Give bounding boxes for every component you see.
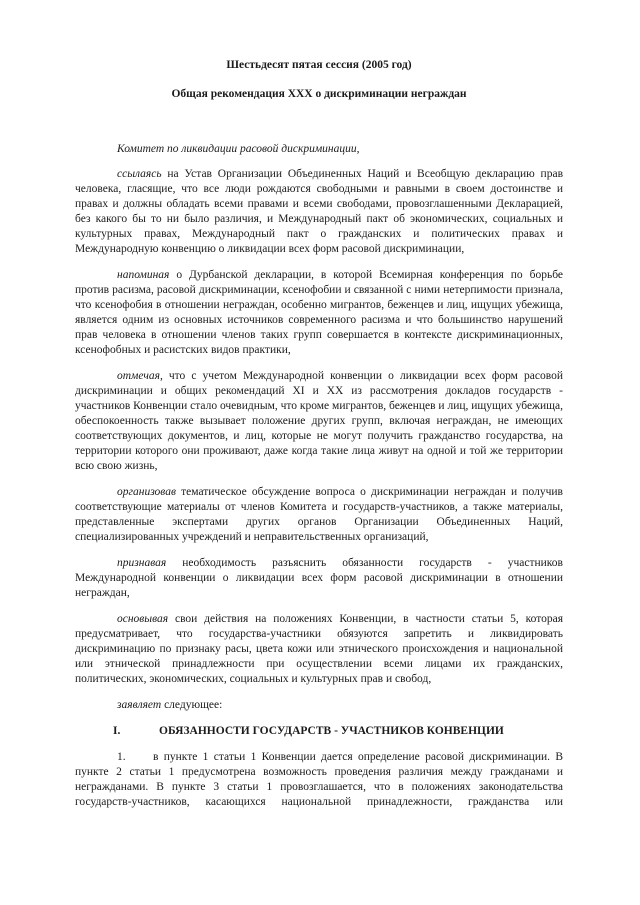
paragraph-lead-word: организовав <box>117 486 176 498</box>
section-heading-text: ОБЯЗАННОСТИ ГОСУДАРСТВ - УЧАСТНИКОВ КОНВЕНЦИИ <box>159 725 504 737</box>
session-title: Шестьдесят пятая сессия (2005 год) <box>226 59 412 71</box>
preamble-paragraph-reminding <box>75 268 563 358</box>
committee-line: Комитет по ликвидации расовой дискриминации, <box>117 143 360 155</box>
paragraph-lead-word: отмечая <box>117 370 160 382</box>
paragraph-text: в пункте 1 статьи 1 Конвенции дается определение расовой дискриминации. В пункте 2 статьи 1 предусмотрена возможность проведения различия между гражданами и негражданами. В пункте 3 статьи 1 провозглашается, что в положениях законодательства государств-участников, касающихся национальной принадлежности, гражданства или <box>75 751 563 808</box>
paragraph-lead-word: заявляет <box>117 699 162 711</box>
paragraph-lead-word: ссылаясь <box>117 168 162 180</box>
section-1-paragraph-1 <box>75 750 563 810</box>
section-number: I. <box>113 725 121 737</box>
paragraph-number: 1. <box>117 751 126 763</box>
paragraph-text: следующее: <box>161 699 223 711</box>
preamble-paragraph-recognizing <box>75 556 563 601</box>
preamble-paragraph-recalling <box>75 167 563 257</box>
paragraph-text: тематическое обсуждение вопроса о дискриминации неграждан и получив соответствующие материалы от членов Комитета и государств-участников, а также материалы, представленные экспертами других органов Организации Объединенных Наций, специализированных учреждений и неправительственных организаций, <box>75 486 563 543</box>
preamble-paragraph-basing <box>75 612 563 687</box>
paragraph-text: о Дурбанской декларации, в которой Всемирная конференция по борьбе против расизма, расовой дискриминации, ксенофобии и связанной с ними нетерпимости признала, что ксенофобия в отношении неграждан, особенно мигрантов, беженцев и лиц, ищущих убежища, является одним из основных источников современного расизма и что большинство нарушений прав человека в отношении членов таких групп совершается в контексте дискриминационных, ксенофобных и расистских видов практики, <box>75 269 563 356</box>
paragraph-text: необходимость разъяснить обязанности государств - участников Международной конвенции о ликвидации всех форм расовой дискриминации в отношении неграждан, <box>75 557 563 599</box>
preamble-paragraph-organized <box>75 485 563 545</box>
preamble-paragraph-declares <box>75 698 563 713</box>
paragraph-text: , что с учетом Международной конвенции о ликвидации всех форм расовой дискриминации и общих рекомендаций XI и XX из рассмотрения докладов государств - участников Конвенции стало очевидным, что кроме мигрантов, беженцев и лиц, ищущих убежища, обеспокоенность также вызывает положение других групп, включая неграждан, не имеющих соответствующих документов, и лиц, которые не могут получить гражданство государства, на территории которого они проживают, даже когда такие лица живут на одной и той же территории всю свою жизнь, <box>75 370 563 472</box>
section-1-heading <box>75 724 563 739</box>
preamble-paragraph-noting <box>75 369 563 474</box>
paragraph-text: на Устав Организации Объединенных Наций и Всеобщую декларацию прав человека, гласящие, что все люди рождаются свободными и равными в своем достоинстве и правах и должны обладать всеми правами и всеми свободами, провозглашенными Декларацией, без какого бы то ни было различия, и Международный пакт об экономических, социальных и культурных правах, Международный пакт о гражданских и политических правах и Международную конвенцию о ликвидации всех форм расовой дискриминации, <box>75 168 563 255</box>
document-title: Общая рекомендация XXX о дискриминации неграждан <box>171 88 467 100</box>
paragraph-lead-word: основывая <box>117 613 169 625</box>
paragraph-text: свои действия на положениях Конвенции, в частности статьи 5, которая предусматривает, что государства-участники обязуются запретить и ликвидировать дискриминацию по признаку расы, цвета кожи или этнического происхождения и национальной или этнической принадлежности при осуществлении всеми лицами их гражданских, политических, экономических, социальных и культурных прав и свобод, <box>75 613 563 685</box>
paragraph-lead-word: признавая <box>117 557 167 569</box>
paragraph-lead-word: напоминая <box>117 269 170 281</box>
